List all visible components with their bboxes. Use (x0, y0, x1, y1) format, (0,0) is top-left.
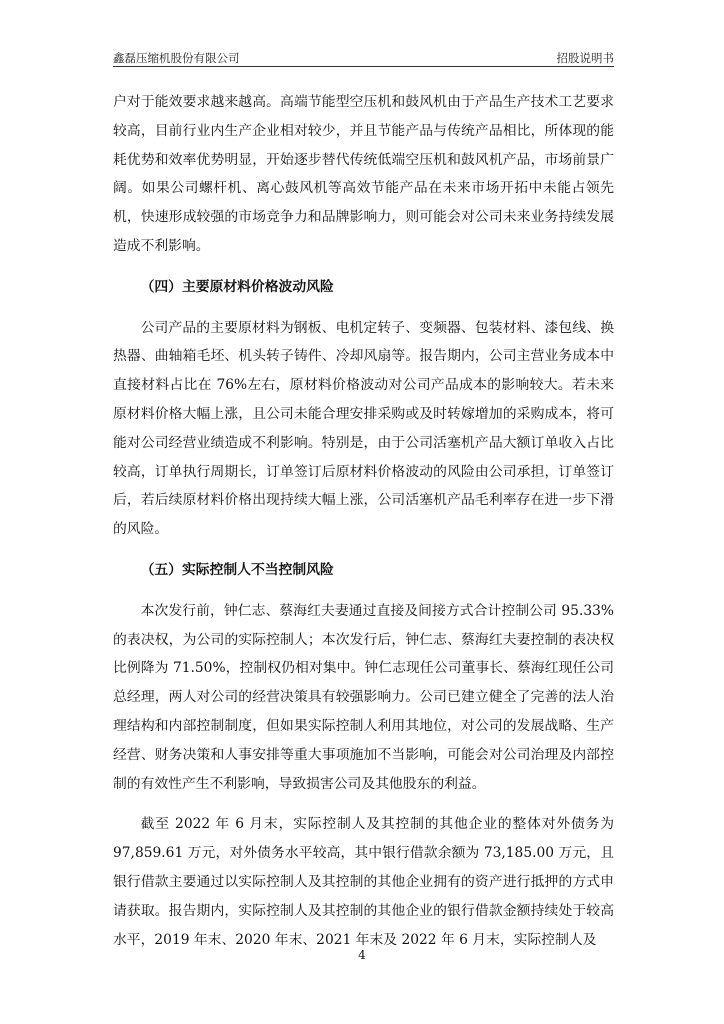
page-content (113, 88, 614, 954)
paragraph-continued: 户对于能效要求越来越高。高端节能型空压机和鼓风机由于产品生产技术工艺要求较高，目前行业内生产企业相对较少，并且节能产品与传统产品相比，所体现的能耗优势和效率优势明显，开始逐步替代传统低端空压机和鼓风机产品，市场前景广阔。如果公司螺杆机、离心鼓风机等高效节能产品在未来市场开拓中未能占领先机，快速形成较强的市场竞争力和品牌影响力，则可能会对公司未来业务持续发展造成不利影响。 (113, 94, 614, 254)
paragraph-controller-risk-1: 本次发行前，钟仁志、蔡海红夫妻通过直接及间接方式合计控制公司 95.33%的表决权，为公司的实际控制人；本次发行后，钟仁志、蔡海红夫妻控制的表决权比例降为 71.50%，控制权仍相对集中。钟仁志现任公司董事长、蔡海红现任公司总经理，两人对公司的经营决策具有较强影响力。公司已建立健全了完善的法人治理结构和内部控制制度，但如果实际控制人利用其地位，对公司的发展战略、生产经营、财务决策和人事安排等重大事项施加不当影响，可能会对公司治理及内部控制的有效性产生不利影响，导致损害公司及其他股东的利益。 (113, 602, 614, 792)
header-company-name: 鑫磊压缩机股份有限公司 (113, 51, 240, 65)
section-heading-raw-material-risk: （四）主要原材料价格波动风险 (140, 278, 334, 295)
header-document-type: 招股说明书 (556, 51, 614, 65)
paragraph-raw-material-risk: 公司产品的主要原材料为钢板、电机定转子、变频器、包装材料、漆包线、换热器、曲轴箱毛坯、机头转子铸件、冷却风扇等。报告期内，公司主营业务成本中直接材料占比在 76%左右，原材料价格波动对公司产品成本的影响较大。若未来原材料价格大幅上涨，且公司未能合理安排采购或及时转嫁增加的采购成本，将可能对公司经营业绩造成不利影响。特别是，由于公司活塞机产品大额订单收入占比较高，订单执行周期长，订单签订后原材料价格波动的风险由公司承担，订单签订后，若后续原材料价格出现持续大幅上涨，公司活塞机产品毛利率存在进一步下滑的风险。 (113, 319, 614, 538)
page-header (113, 46, 614, 66)
paragraph-controller-risk-2: 截至 2022 年 6 月末，实际控制人及其控制的其他企业的整体对外债务为 97,859.61 万元，对外债务水平较高，其中银行借款余额为 73,185.00 万元，且银行借款主要通过以实际控制人及其控制的其他企业拥有的资产进行抵押的方式申请获取。报告期内，实际控制人及其控制的其他企业的银行借款金额持续处于较高水平，2019 年末、2020 年末、2021 年末及 2022 年 6 月末，实际控制人及 (113, 816, 614, 948)
page-number: 4 (358, 948, 366, 962)
header-rule (113, 66, 614, 67)
section-heading-controller-risk: （五）实际控制人不当控制风险 (140, 561, 334, 578)
